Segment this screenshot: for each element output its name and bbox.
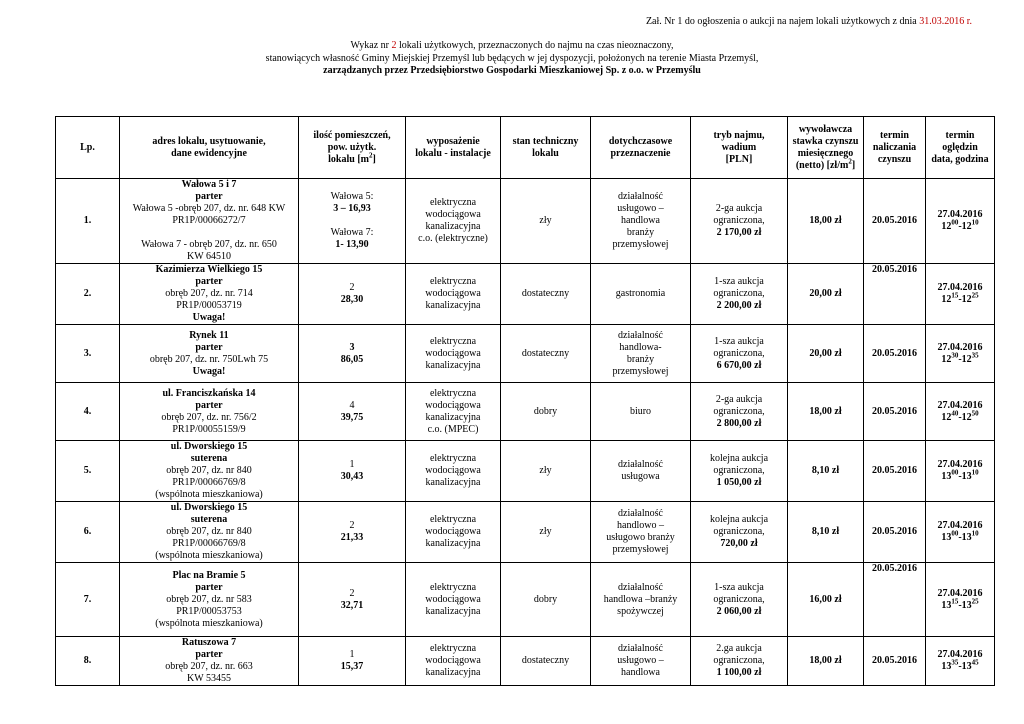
use-line: działalność	[618, 581, 663, 593]
address-line: KW 64510	[187, 251, 231, 262]
col-header-equipment: wyposażenie lokalu - instalacje	[406, 117, 501, 179]
equipment-line: kanalizacyjna	[425, 667, 481, 678]
use-line: przemysłowej	[612, 544, 669, 555]
equipment-line: kanalizacyjna	[425, 411, 481, 423]
cell-rate: 20,00 zł	[788, 325, 864, 383]
cell-rooms	[299, 179, 406, 264]
cell-equipment	[406, 563, 501, 637]
cell-condition: zły	[501, 179, 591, 264]
equipment-line: kanalizacyjna	[425, 477, 481, 488]
equipment-line: elektryczna	[429, 453, 477, 464]
address-line: Rynek 11	[189, 329, 229, 341]
table-row	[56, 325, 995, 383]
rooms-line: 3	[349, 341, 355, 353]
cell-use	[591, 179, 691, 264]
mode-line: 2-ga aukcja	[715, 393, 763, 405]
cell-condition: dostateczny	[501, 325, 591, 383]
rooms-line: 3 – 16,93	[333, 203, 371, 214]
rooms-line: 4	[349, 399, 355, 411]
address-line: PR1P/00066272/7	[172, 215, 246, 226]
table-header-row	[56, 117, 995, 179]
use-line: działalność	[618, 508, 663, 519]
col-header-mode: tryb najmu, wadium [PLN]	[691, 117, 788, 179]
cell-charge: 20.05.2016	[864, 264, 926, 325]
cell-rooms	[299, 441, 406, 502]
cell-use	[591, 264, 691, 325]
equipment-line: elektryczna	[429, 335, 477, 347]
address-line: Ratuszowa 7	[181, 637, 237, 648]
equipment-line: elektryczna	[429, 643, 477, 654]
mode-line: ograniczona,	[713, 405, 765, 417]
col-header-lp: Lp.	[56, 117, 120, 179]
cell-lp: 7.	[56, 563, 120, 637]
equipment-line: wodociągowa	[425, 593, 481, 605]
mode-line: 2 200,00 zł	[716, 300, 762, 311]
rooms-line: 39,75	[340, 411, 364, 423]
table-row	[56, 441, 995, 502]
cell-address	[120, 383, 299, 441]
rooms-line: 1	[349, 459, 355, 470]
viewing-time: $12^{40}-12^{50}$	[941, 409, 979, 423]
equipment-line: wodociągowa	[425, 347, 481, 359]
rooms-line: 1	[349, 649, 355, 660]
mode-line: 2 800,00 zł	[716, 417, 762, 429]
address-line: PR1P/00066769/8	[172, 538, 246, 549]
cell-address	[120, 563, 299, 637]
mode-line: 1 100,00 zł	[716, 667, 762, 678]
address-line: Wałowa 7 - obręb 207, dz. nr. 650	[141, 239, 277, 250]
address-line: ul. Dworskiego 15	[170, 441, 248, 452]
cell-rate: 16,00 zł	[788, 563, 864, 637]
table-row	[56, 563, 995, 637]
cell-equipment	[406, 264, 501, 325]
mode-line: kolejna aukcja	[709, 453, 769, 464]
cell-charge: 20.05.2016	[864, 563, 926, 637]
heading-line-3: zarządzanych przez Przedsiębiorstwo Gospodarki Mieszkaniowej Sp. z o.o. w Przemyślu	[323, 65, 701, 76]
viewing-date: 27.04.2016	[937, 520, 983, 531]
mode-line: 1-sza aukcja	[714, 581, 764, 593]
cell-mode	[691, 441, 788, 502]
cell-rooms	[299, 325, 406, 383]
address-line: Wałowa 5 -obręb 207, dz. nr. 648 KW	[132, 203, 286, 214]
mode-line: ograniczona,	[713, 347, 765, 359]
address-line: (wspólnota mieszkaniowa)	[155, 617, 263, 629]
address-line: KW 53455	[187, 673, 231, 684]
rooms-line	[301, 215, 403, 227]
rooms-line: 21,33	[340, 532, 364, 543]
cell-condition: zły	[501, 441, 591, 502]
cell-equipment	[406, 179, 501, 264]
viewing-date: 27.04.2016	[937, 399, 983, 411]
mode-line: ograniczona,	[713, 593, 765, 605]
use-line: biuro	[629, 405, 652, 417]
cell-lp: 6.	[56, 502, 120, 563]
rooms-line: 32,71	[340, 599, 364, 611]
cell-address	[120, 264, 299, 325]
mode-line: ograniczona,	[713, 215, 765, 226]
address-line: PR1P/00055159/9	[172, 423, 246, 435]
cell-rooms	[299, 563, 406, 637]
col-header-rate: wywoławcza stawka czynszu miesięcznego (netto) $[zł/m^2]$	[788, 117, 864, 179]
cell-use	[591, 441, 691, 502]
mode-line: ograniczona,	[713, 465, 765, 476]
cell-mode	[691, 637, 788, 686]
premises-table	[55, 116, 995, 686]
address-line: parter	[195, 341, 223, 353]
annex-note	[646, 16, 972, 27]
viewing-date: 27.04.2016	[937, 649, 983, 660]
col-header-use: dotychczasowe przeznaczenie	[591, 117, 691, 179]
address-line: (wspólnota mieszkaniowa)	[155, 550, 263, 561]
cell-charge: 20.05.2016	[864, 325, 926, 383]
use-line: branży	[626, 227, 655, 238]
table-row	[56, 179, 995, 264]
equipment-line: c.o. (elektryczne)	[418, 233, 488, 244]
cell-rate: 18,00 zł	[788, 383, 864, 441]
address-line: parter	[195, 581, 223, 593]
address-line: suterena	[190, 453, 228, 464]
use-line: przemysłowej	[612, 365, 669, 377]
address-line: obręb 207, dz. nr. 750Lwh 75	[149, 353, 269, 365]
heading-line-1	[0, 40, 1024, 53]
address-line: obręb 207, dz. nr 840	[166, 526, 252, 537]
cell-rate: 20,00 zł	[788, 264, 864, 325]
equipment-line: wodociągowa	[425, 288, 481, 299]
mode-line: 720,00 zł	[720, 538, 758, 549]
use-line: handlowo –	[617, 520, 664, 531]
mode-line: 1-sza aukcja	[714, 335, 764, 347]
col-header-condition: stan techniczny lokalu	[501, 117, 591, 179]
use-line: handlowa	[621, 667, 660, 678]
cell-mode	[691, 383, 788, 441]
rooms-line: 2	[349, 520, 355, 531]
address-line: obręb 207, dz. nr. 756/2	[161, 411, 257, 423]
use-line: przemysłowej	[612, 239, 669, 250]
cell-viewing	[926, 563, 995, 637]
address-line: parter	[195, 649, 223, 660]
use-line: usługowo –	[617, 655, 664, 666]
equipment-line: c.o. (MPEC)	[427, 423, 479, 435]
mode-line: ograniczona,	[713, 655, 765, 666]
cell-viewing	[926, 325, 995, 383]
col-header-rooms: ilość pomieszczeń, pow. użytk. lokalu $[m^2]$	[299, 117, 406, 179]
use-line: spożywczej	[617, 605, 664, 617]
address-line: parter	[195, 276, 223, 287]
equipment-line: elektryczna	[429, 514, 477, 525]
use-line: handlowa-	[619, 341, 662, 353]
heading-line-2: stanowiących własność Gminy Miejskiej Przemyśl lub będących w jej dyspozycji, położonych na terenie Miasta Przemyśl,	[265, 52, 759, 64]
viewing-time: $13^{35}-13^{45}$	[941, 658, 979, 672]
viewing-date: 27.04.2016	[937, 209, 983, 220]
equipment-line: wodociągowa	[425, 655, 481, 666]
equipment-line: kanalizacyjna	[425, 538, 481, 549]
address-line: obręb 207, dz. nr 583	[166, 593, 252, 605]
cell-address	[120, 179, 299, 264]
col-header-viewing: termin oględzin data, godzina	[926, 117, 995, 179]
use-line: gastronomia	[615, 288, 666, 299]
viewing-date: 27.04.2016	[937, 341, 983, 353]
cell-address	[120, 325, 299, 383]
address-line: Plac na Bramie 5	[172, 569, 246, 581]
cell-use	[591, 325, 691, 383]
equipment-line: wodociągowa	[425, 465, 481, 476]
cell-address	[120, 441, 299, 502]
table-row	[56, 383, 995, 441]
cell-use	[591, 637, 691, 686]
document-heading	[0, 40, 1024, 78]
table-row	[56, 637, 995, 686]
address-line: parter	[195, 191, 223, 202]
rooms-line: Wałowa 7:	[330, 227, 374, 238]
address-line: obręb 207, dz. nr. 663	[165, 661, 253, 672]
cell-lp: 2.	[56, 264, 120, 325]
mode-line: ograniczona,	[713, 288, 765, 299]
equipment-line: elektryczna	[429, 387, 477, 399]
viewing-time: $12^{00}-12^{10}$	[941, 218, 979, 232]
cell-rooms	[299, 502, 406, 563]
cell-equipment	[406, 637, 501, 686]
heading-line-1-end: lokali użytkowych, przeznaczonych do najmu na czas nieoznaczony,	[399, 40, 674, 51]
cell-viewing	[926, 179, 995, 264]
cell-condition: dostateczny	[501, 637, 591, 686]
cell-viewing	[926, 502, 995, 563]
cell-viewing	[926, 441, 995, 502]
heading-line-1-start: Wykaz nr	[350, 40, 390, 51]
rooms-line: Wałowa 5:	[330, 191, 374, 202]
address-line: Uwaga!	[192, 365, 226, 377]
annex-note-date: 31.03.2016 r.	[919, 16, 972, 27]
cell-viewing	[926, 264, 995, 325]
use-line: działalność	[618, 191, 663, 202]
address-line: obręb 207, dz. nr 840	[166, 465, 252, 476]
address-line: PR1P/00053753	[176, 605, 242, 617]
cell-mode	[691, 179, 788, 264]
cell-equipment	[406, 441, 501, 502]
cell-charge: 20.05.2016	[864, 383, 926, 441]
address-line: Uwaga!	[192, 312, 226, 323]
cell-use	[591, 563, 691, 637]
cell-condition: dostateczny	[501, 264, 591, 325]
cell-rooms	[299, 264, 406, 325]
equipment-line: wodociągowa	[425, 399, 481, 411]
equipment-line: elektryczna	[429, 581, 477, 593]
cell-lp: 1.	[56, 179, 120, 264]
address-line: (wspólnota mieszkaniowa)	[155, 489, 263, 500]
equipment-line: elektryczna	[429, 197, 477, 208]
use-line: handlowa –branży	[603, 593, 678, 605]
rooms-line: 2	[349, 282, 355, 293]
cell-mode	[691, 502, 788, 563]
address-line: parter	[195, 399, 223, 411]
mode-line: 2 060,00 zł	[716, 605, 762, 617]
use-line: usługowo branży	[606, 532, 675, 543]
cell-equipment	[406, 502, 501, 563]
annex-note-text: Zał. Nr 1 do ogłoszenia o aukcji na najem lokali użytkowych z dnia	[645, 16, 917, 27]
mode-line: 1 050,00 zł	[716, 477, 762, 488]
viewing-time: $12^{15}-12^{25}$	[941, 291, 979, 305]
cell-condition: dobry	[501, 563, 591, 637]
cell-mode	[691, 264, 788, 325]
address-line: PR1P/00053719	[176, 300, 242, 311]
mode-line: 2.ga aukcja	[716, 643, 762, 654]
mode-line: 2-ga aukcja	[715, 203, 763, 214]
viewing-time: $13^{00}-13^{10}$	[941, 529, 979, 543]
rooms-line: 30,43	[340, 471, 364, 482]
cell-rate: 18,00 zł	[788, 179, 864, 264]
cell-charge: 20.05.2016	[864, 179, 926, 264]
use-line: działalność	[618, 643, 663, 654]
cell-lp: 3.	[56, 325, 120, 383]
table-row	[56, 502, 995, 563]
viewing-date: 27.04.2016	[937, 459, 983, 470]
cell-rate: 18,00 zł	[788, 637, 864, 686]
cell-charge: 20.05.2016	[864, 502, 926, 563]
cell-lp: 5.	[56, 441, 120, 502]
address-line: ul. Franciszkańska 14	[162, 387, 256, 399]
address-line: PR1P/00066769/8	[172, 477, 246, 488]
equipment-line: elektryczna	[429, 276, 477, 287]
cell-rooms	[299, 383, 406, 441]
heading-list-number: 2	[391, 40, 397, 51]
cell-use	[591, 502, 691, 563]
equipment-line: kanalizacyjna	[425, 300, 481, 311]
address-line: ul. Dworskiego 15	[170, 502, 248, 513]
address-line	[122, 227, 296, 239]
cell-use	[591, 383, 691, 441]
mode-line: kolejna aukcja	[709, 514, 769, 525]
col-header-charge: termin naliczania czynszu	[864, 117, 926, 179]
address-line: suterena	[190, 514, 228, 525]
use-line: usługowa	[621, 471, 660, 482]
use-line: usługowo –	[617, 203, 664, 214]
use-line: handlowa	[621, 215, 660, 226]
address-line: Kazimierza Wielkiego 15	[155, 264, 263, 275]
address-line: obręb 207, dz. nr. 714	[165, 288, 253, 299]
cell-equipment	[406, 383, 501, 441]
cell-rate: 8,10 zł	[788, 441, 864, 502]
viewing-time: $13^{00}-13^{10}$	[941, 468, 979, 482]
cell-address	[120, 502, 299, 563]
use-line: działalność	[618, 459, 663, 470]
cell-rate: 8,10 zł	[788, 502, 864, 563]
col-header-address: adres lokalu, usytuowanie, dane ewidencyjne	[120, 117, 299, 179]
equipment-line: kanalizacyjna	[425, 359, 481, 371]
table-row	[56, 264, 995, 325]
cell-lp: 4.	[56, 383, 120, 441]
cell-viewing	[926, 383, 995, 441]
viewing-time: $12^{30}-12^{35}$	[941, 351, 979, 365]
viewing-date: 27.04.2016	[937, 282, 983, 293]
cell-charge: 20.05.2016	[864, 637, 926, 686]
mode-line: 6 670,00 zł	[716, 359, 762, 371]
viewing-date: 27.04.2016	[937, 587, 983, 599]
cell-condition: zły	[501, 502, 591, 563]
use-line: działalność	[618, 329, 663, 341]
cell-mode	[691, 325, 788, 383]
use-line: branży	[626, 353, 655, 365]
equipment-line: wodociągowa	[425, 209, 481, 220]
cell-viewing	[926, 637, 995, 686]
viewing-time: $13^{15}-13^{25}$	[941, 597, 979, 611]
cell-condition: dobry	[501, 383, 591, 441]
rooms-line: 15,37	[340, 661, 364, 672]
cell-equipment	[406, 325, 501, 383]
cell-mode	[691, 563, 788, 637]
rooms-line: 2	[349, 587, 355, 599]
cell-lp: 8.	[56, 637, 120, 686]
mode-line: 1-sza aukcja	[714, 276, 764, 287]
mode-line: ograniczona,	[713, 526, 765, 537]
mode-line: 2 170,00 zł	[716, 227, 762, 238]
cell-charge: 20.05.2016	[864, 441, 926, 502]
cell-rooms	[299, 637, 406, 686]
rooms-line: 1- 13,90	[335, 239, 369, 250]
rooms-line: 28,30	[340, 294, 364, 305]
equipment-line: wodociągowa	[425, 526, 481, 537]
address-line: Wałowa 5 i 7	[181, 179, 237, 190]
equipment-line: kanalizacyjna	[425, 605, 481, 617]
rooms-line: 86,05	[340, 353, 364, 365]
equipment-line: kanalizacyjna	[425, 221, 481, 232]
cell-address	[120, 637, 299, 686]
